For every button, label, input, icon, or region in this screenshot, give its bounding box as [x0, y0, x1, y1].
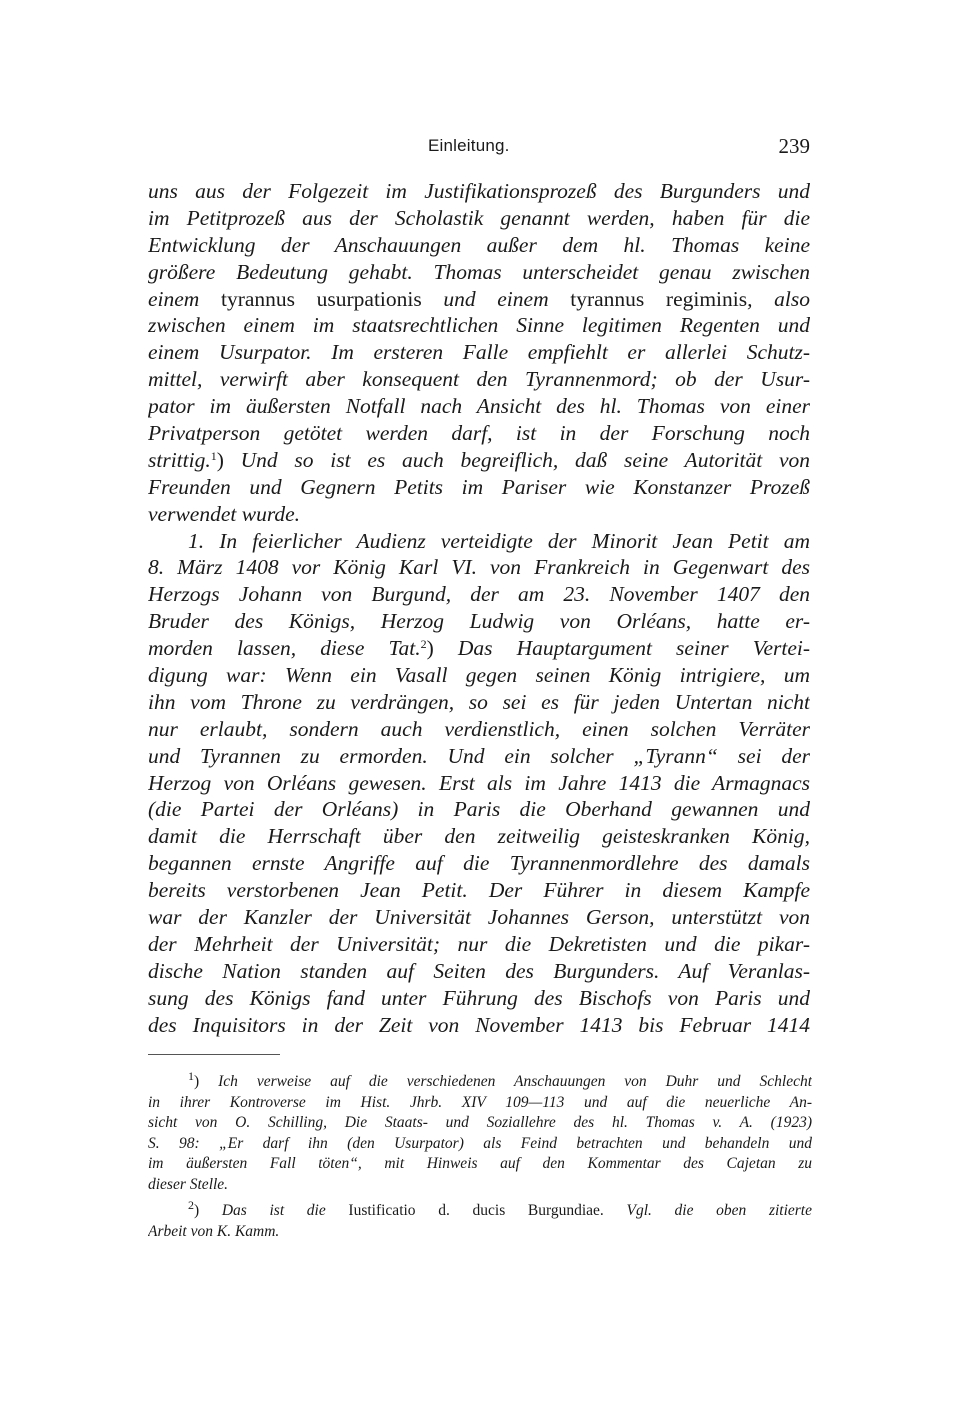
running-head	[0, 136, 960, 162]
paren: )	[426, 636, 434, 661]
text-line: des Inquisitors in der Zeit von November 1413 bis Februar 1414	[148, 1012, 810, 1037]
text-line: pator im äußersten Notfall nach Ansicht des hl. Thomas von einer	[148, 394, 810, 419]
text-line: einem Usurpator. Im ersteren Falle empfiehlt er allerlei Schutz-	[148, 340, 810, 365]
paren: )	[216, 447, 224, 472]
text-segment: Und so ist es auch begreiflich, daß seine Autorität von	[240, 447, 810, 472]
footnote-number: 2	[188, 1201, 194, 1212]
footnote-line: in ihrer Kontroverse im Hist. Jhrb. XIV 109—113 und auf die neuerliche An-	[148, 1093, 812, 1111]
latin-term: tyrannus usurpationis	[220, 286, 422, 311]
text-line: uns aus der Folgezeit im Justifikationsprozeß des Burgunders und	[148, 179, 810, 203]
running-head-title: Einleitung.	[428, 136, 510, 155]
text-line: mittel, verwirft aber konsequent den Tyrannenmord; ob der Usur-	[148, 367, 810, 392]
latin-term: Iustificatio d. ducis Burgundiae.	[348, 1202, 604, 1219]
text-segment: Ich verweise auf die verschiedenen Anschauungen von Duhr und Schlecht	[218, 1073, 812, 1090]
text-line	[148, 286, 810, 313]
text-line: ihn vom Throne zu verdrängen, so sei es für jeden Untertan nicht	[148, 689, 810, 714]
text-line: Herzog von Orléans gewesen. Erst als im Jahre 1413 die Armagnacs	[148, 770, 810, 795]
text-line: verwendet wurde.	[148, 501, 301, 526]
text-segment: Das Hauptargument seiner Vertei-	[457, 636, 810, 661]
footnote-rule	[148, 1054, 280, 1055]
text-line: zwischen einem im staatsrechtlichen Sinne legitimen Regenten und	[148, 313, 810, 338]
text-line: dische Nation standen auf Seiten des Burgunders. Auf Veranlas-	[148, 958, 810, 983]
footnote-line: sicht von O. Schilling, Die Staats- und Soziallehre des hl. Thomas v. A. (1923)	[148, 1114, 812, 1131]
text-line	[148, 635, 810, 662]
text-line: (die Partei der Orléans) in Paris die Oberhand gewannen und	[148, 797, 810, 822]
footnote-line	[148, 1201, 812, 1222]
text-line: größere Bedeutung gehabt. Thomas unterscheidet genau zwischen	[148, 259, 810, 284]
text-line: und Tyrannen zu ermorden. Und ein solcher „Tyrann“ sei der	[148, 743, 810, 768]
page-number: 239	[778, 134, 810, 158]
footnote-ref[interactable]: 1	[210, 448, 217, 463]
text-line: 8. März 1408 vor König Karl VI. von Frankreich in Gegenwart des	[148, 555, 810, 580]
text-line: im Petitprozeß aus der Scholastik genannt werden, haben für die	[148, 205, 810, 230]
text-line: war der Kanzler der Universität Johannes Gerson, unterstützt von	[148, 905, 810, 930]
text-segment: strittig.	[148, 447, 211, 472]
text-line: Freunden und Gegnern Petits im Pariser wie Konstanzer Prozeß	[148, 474, 810, 499]
text-segment: morden lassen, diese Tat.	[148, 636, 421, 661]
text-line: sung des Königs fand unter Führung des Bischofs von Paris und	[148, 985, 810, 1010]
paren: )	[194, 1073, 200, 1090]
footnote-line: S. 98: „Er darf ihn (den Usurpator) als Feind betrachten und behandeln und	[148, 1134, 812, 1152]
text-line: 1. In feierlicher Audienz verteidigte der Minorit Jean Petit am	[188, 528, 810, 553]
text-line: begannen ernste Angriffe auf die Tyrannenmordlehre des damals	[148, 851, 810, 876]
text-segment: Vgl. die oben zitierte	[603, 1202, 812, 1219]
text-line: digung war: Wenn ein Vasall gegen seinen König intrigiere, um	[148, 663, 810, 688]
text-line: Bruder des Königs, Herzog Ludwig von Orléans, hatte er-	[148, 609, 810, 634]
text-segment: Das ist die	[221, 1202, 349, 1219]
text-line: damit die Herrschaft über den zeitweilig geisteskranken König,	[148, 824, 810, 849]
text-line: der Mehrheit der Universität; nur die Dekretisten und die pikar-	[148, 931, 810, 956]
footnote-line	[148, 1072, 812, 1093]
text-line: Privatperson getötet werden darf, ist in der Forschung noch	[148, 421, 810, 446]
text-segment: , also	[747, 286, 810, 311]
text-line: Herzogs Johann von Burgund, der am 23. November 1407 den	[148, 582, 810, 607]
text-line	[148, 447, 810, 474]
footnote-number: 1	[188, 1072, 194, 1083]
footnote-line: dieser Stelle.	[148, 1175, 229, 1193]
text-line: nur erlaubt, sondern auch verdienstlich, einen solchen Verräter	[148, 716, 810, 741]
footnote-line: im äußersten Fall töten“, mit Hinweis auf den Kommentar des Cajetan zu	[148, 1155, 812, 1172]
body-text	[148, 178, 810, 1039]
footnote-line: Arbeit von K. Kamm.	[148, 1222, 280, 1240]
text-line: bereits verstorbenen Jean Petit. Der Führer in diesem Kampfe	[148, 878, 810, 903]
footnote-ref[interactable]: 2	[420, 637, 427, 652]
latin-term: tyrannus regiminis	[570, 286, 748, 311]
text-line: Entwicklung der Anschauungen außer dem hl. Thomas keine	[148, 232, 810, 257]
text-segment: einem	[148, 286, 221, 311]
footnotes	[148, 1072, 812, 1242]
text-segment: und einem	[421, 286, 571, 311]
paren: )	[194, 1202, 200, 1219]
